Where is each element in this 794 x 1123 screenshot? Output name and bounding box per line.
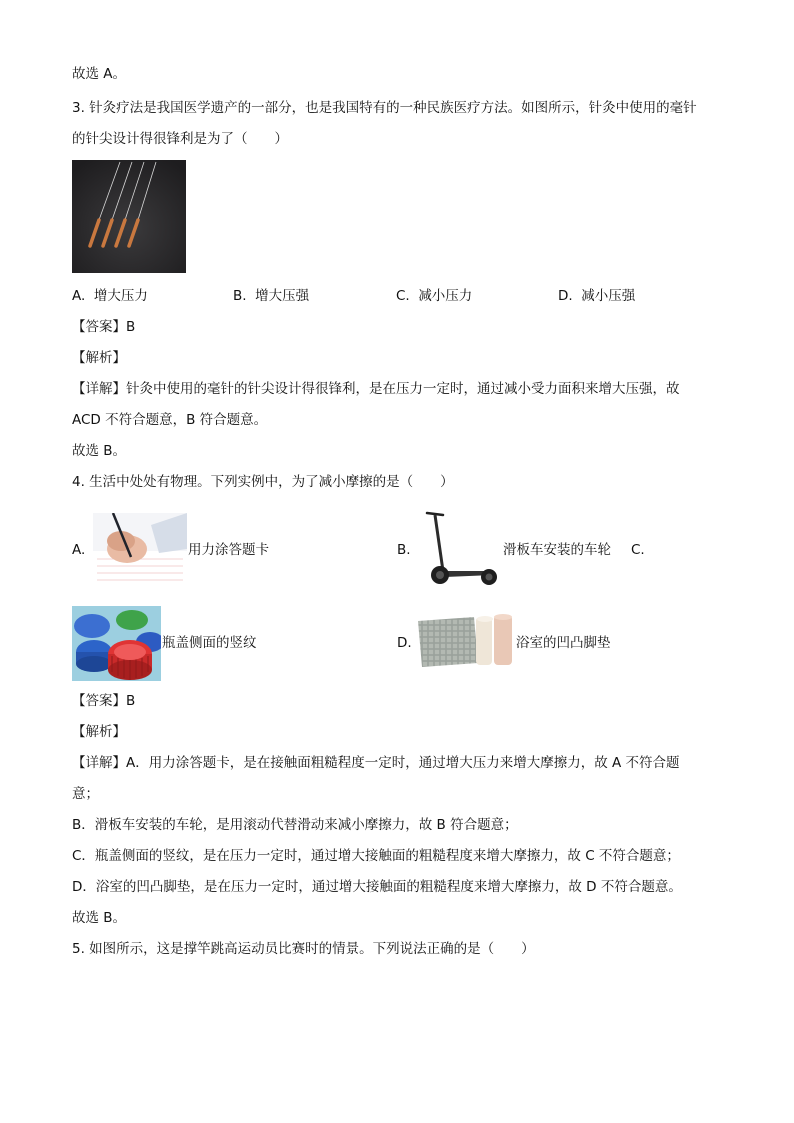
q4-detail-a-line1: 【详解】A．用力涂答题卡，是在接触面粗糙程度一定时，通过增大压力来增大摩擦力，故 A 不符合题: [72, 755, 680, 771]
bath-mat-image: [416, 613, 515, 669]
q3-stem-line2: 的针尖设计得很锋利是为了（ ）: [72, 131, 288, 147]
q4-stem: 4. 生活中处处有物理。下列实例中，为了减小摩擦的是（ ）: [72, 474, 454, 490]
scooter-image: [415, 509, 501, 589]
q3-option-a: A. 增大压力: [72, 288, 148, 304]
q4-option-b-letter: B.: [397, 542, 411, 558]
q3-answer: 【答案】B: [72, 319, 136, 335]
q4-detail-d: D．浴室的凹凸脚垫，是在压力一定时，通过增大接触面的粗糙程度来增大摩擦力，故 D 不符合题意。: [72, 879, 682, 895]
q4-detail-c: C．瓶盖侧面的竖纹，是在压力一定时，通过增大接触面的粗糙程度来增大摩擦力，故 C 不符合题意；: [72, 848, 680, 864]
q3-detail-line1: 【详解】针灸中使用的毫针的针尖设计得很锋利，是在压力一定时，通过减小受力面积来增大压强，故: [72, 381, 680, 397]
q4-answer: 【答案】B: [72, 693, 136, 709]
q4-option-a-text: 用力涂答题卡: [188, 542, 269, 558]
q4-detail-b: B．滑板车安装的车轮，是用滚动代替滑动来减小摩擦力，故 B 符合题意；: [72, 817, 518, 833]
q4-option-d-letter: D.: [397, 635, 412, 651]
answer-card-writing-image: [93, 513, 187, 585]
q4-analysis-tag: 【解析】: [72, 724, 126, 740]
prev-conclusion: 故选 A。: [72, 66, 127, 82]
q4-option-a-letter: A.: [72, 542, 86, 558]
q4-option-c-letter: C.: [631, 542, 645, 558]
q4-detail-a-line2: 意；: [72, 786, 99, 802]
q3-option-b: B. 增大压强: [233, 288, 310, 304]
bottle-caps-image: [72, 606, 161, 681]
q3-option-d: D. 减小压强: [558, 288, 636, 304]
q3-analysis-tag: 【解析】: [72, 350, 126, 366]
q5-stem: 5. 如图所示，这是撑竿跳高运动员比赛时的情景。下列说法正确的是（ ）: [72, 941, 535, 957]
q3-conclusion: 故选 B。: [72, 443, 127, 459]
q3-option-c: C. 减小压力: [396, 288, 473, 304]
q3-stem-line1: 3. 针灸疗法是我国医学遗产的一部分，也是我国特有的一种民族医疗方法。如图所示，针灸中使用的毫针: [72, 100, 697, 116]
q4-option-c-text: 瓶盖侧面的竖纹: [162, 635, 257, 651]
q4-option-b-text: 滑板车安装的车轮: [503, 542, 611, 558]
acupuncture-needles-image: [72, 160, 186, 273]
q3-detail-line2: ACD 不符合题意，B 符合题意。: [72, 412, 268, 428]
q4-option-d-text: 浴室的凹凸脚垫: [516, 635, 611, 651]
q4-conclusion: 故选 B。: [72, 910, 127, 926]
